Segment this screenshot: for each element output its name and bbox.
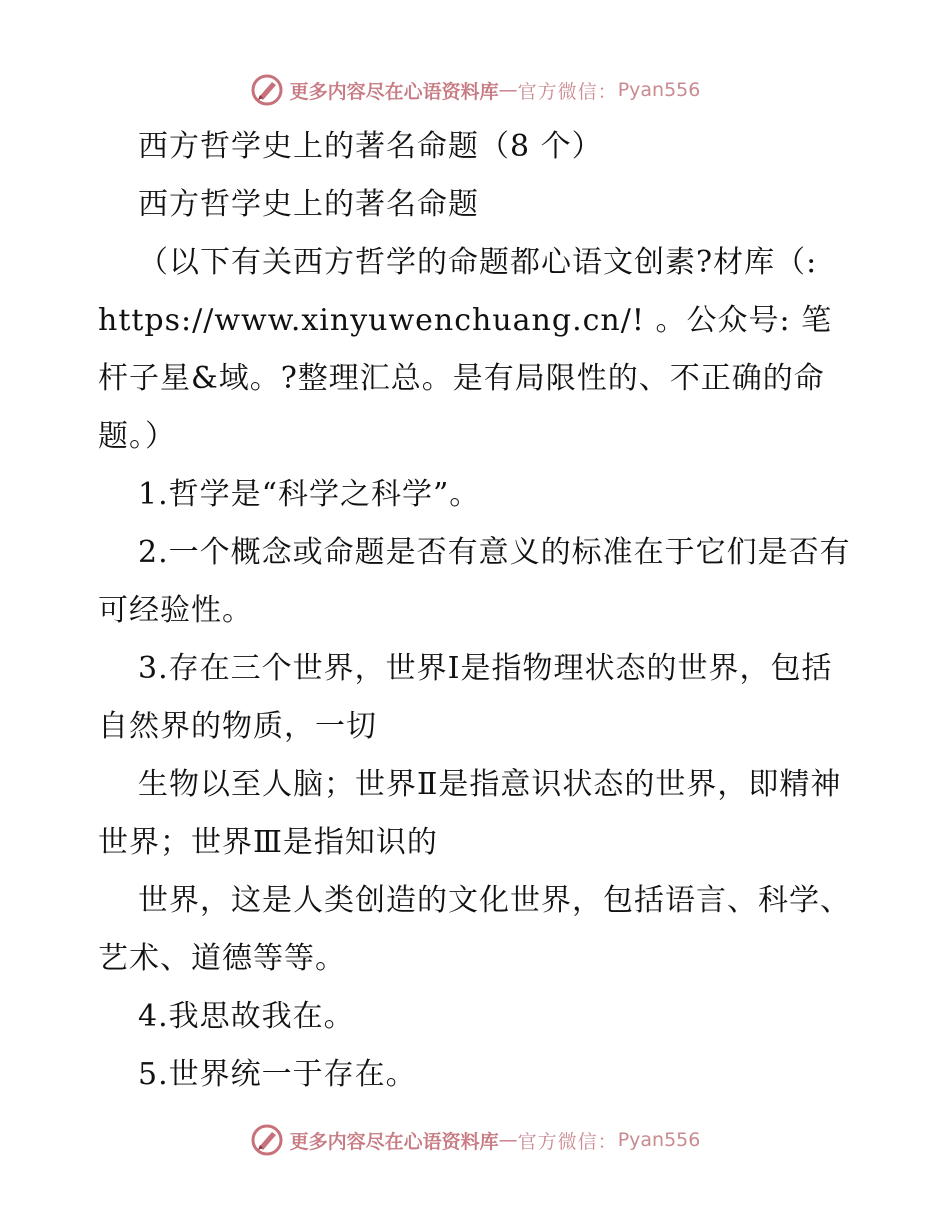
list-item: 世界，这是人类创造的文化世界，包括语言、科学、艺术、道德等等。	[98, 883, 851, 976]
list-item: 5.世界统一于存在。	[138, 1057, 417, 1092]
list-item: 4.我思故我在。	[138, 999, 355, 1034]
list-item: 2.一个概念或命题是否有意义的标准在于它们是否有可经验性。	[98, 535, 851, 628]
footer-watermark	[0, 1120, 950, 1160]
doc-intro: （以下有关西方哲学的命题都心语文创素?材库（: https://www.xinyuwenchuang.cn/! 。公众号: 笔杆子星&域。?整理汇总。是有局限性的、不正确的命题。）	[98, 245, 833, 454]
doc-title: 西方哲学史上的著名命题（8 个）	[138, 129, 603, 164]
list-item: 3.存在三个世界，世界Ⅰ是指物理状态的世界，包括自然界的物质，一切	[98, 651, 833, 744]
document-body	[98, 118, 858, 1104]
header-watermark	[0, 70, 950, 110]
banner-separator: —	[498, 79, 518, 101]
banner-text: 更多内容尽在心语资料库	[289, 1130, 499, 1153]
doc-subtitle: 西方哲学史上的著名命题	[138, 187, 479, 222]
banner-text: 更多内容尽在心语资料库	[289, 80, 499, 103]
pen-logo-icon	[250, 1123, 284, 1157]
list-item: 生物以至人脑；世界Ⅱ是指意识状态的世界，即精神世界；世界Ⅲ是指知识的	[98, 767, 842, 860]
banner-label: 官方微信：	[517, 80, 618, 103]
banner-wechat-id: Pyan556	[617, 1129, 701, 1151]
banner-label: 官方微信：	[517, 1130, 618, 1153]
banner-separator: —	[498, 1129, 518, 1151]
banner-wechat-id: Pyan556	[617, 79, 701, 101]
list-item: 1.哲学是“科学之科学”。	[138, 477, 481, 512]
pen-logo-icon	[250, 73, 284, 107]
